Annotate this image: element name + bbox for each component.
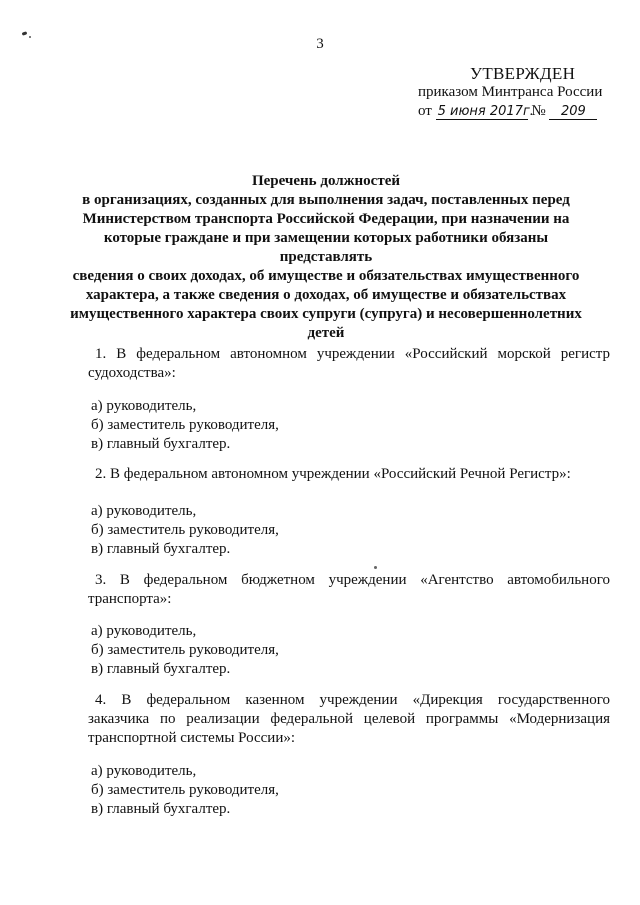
positions-list: [91, 502, 279, 559]
section-heading: 1. В федеральном автономном учреждении «Российский морской регистр: [95, 346, 610, 362]
positions-list: [91, 622, 279, 679]
list-item: а) руководитель,: [91, 763, 197, 779]
number-prefix: №: [531, 103, 546, 119]
title-line: в организациях, созданных для выполнения задач, поставленных перед: [82, 192, 570, 208]
list-item: в) главный бухгалтер.: [91, 801, 231, 817]
scan-speck: [374, 566, 377, 569]
title-line: характера, а также сведения о доходах, об имуществе и обязательствах: [85, 287, 567, 303]
approval-order: приказом Минтранса России: [418, 84, 603, 100]
section-heading: 3. В федеральном бюджетном учреждении «Агентство автомобильного: [95, 572, 610, 588]
title-line: Министерством транспорта Российской Федерации, при назначении на: [82, 211, 570, 227]
document-title: [60, 172, 592, 343]
positions-list: [91, 762, 279, 819]
list-item: в) главный бухгалтер.: [91, 661, 231, 677]
list-item: а) руководитель,: [91, 503, 197, 519]
list-item: б) заместитель руководителя,: [91, 522, 279, 538]
handwritten-date: 5 июня 2017г.: [437, 104, 534, 119]
title-line: Перечень должностей: [251, 173, 401, 189]
approval-dateline: [418, 102, 597, 121]
approval-stamp: УТВЕРЖДЕН: [470, 64, 576, 83]
page-number: 3: [316, 36, 324, 52]
positions-list: [91, 397, 279, 454]
section-heading-continued: заказчика по реализации федеральной целевой программы «Модернизация: [88, 711, 610, 727]
list-item: б) заместитель руководителя,: [91, 642, 279, 658]
title-line: детей: [307, 325, 345, 341]
date-prefix: от: [418, 103, 432, 119]
list-item: в) главный бухгалтер.: [91, 436, 231, 452]
section-heading: 2. В федеральном автономном учреждении «Российский Речной Регистр»:: [95, 466, 571, 482]
title-line: имущественного характера своих супруги (супруга) и несовершеннолетних: [70, 306, 582, 322]
list-item: а) руководитель,: [91, 398, 197, 414]
section-heading-continued: транспорта»:: [88, 591, 172, 607]
section-heading-continued: судоходства»:: [88, 365, 176, 381]
title-line: сведения о своих доходах, об имуществе и обязательствах имущественного: [72, 268, 580, 284]
list-item: в) главный бухгалтер.: [91, 541, 231, 557]
section-heading: 4. В федеральном казенном учреждении «Дирекция государственного: [95, 692, 610, 708]
handwritten-number: 209: [549, 105, 597, 120]
list-item: б) заместитель руководителя,: [91, 417, 279, 433]
list-item: а) руководитель,: [91, 623, 197, 639]
list-item: б) заместитель руководителя,: [91, 782, 279, 798]
section-heading-continued: транспортной системы России»:: [88, 730, 296, 746]
title-line: которые граждане и при замещении которых работники обязаны представлять: [103, 230, 549, 265]
